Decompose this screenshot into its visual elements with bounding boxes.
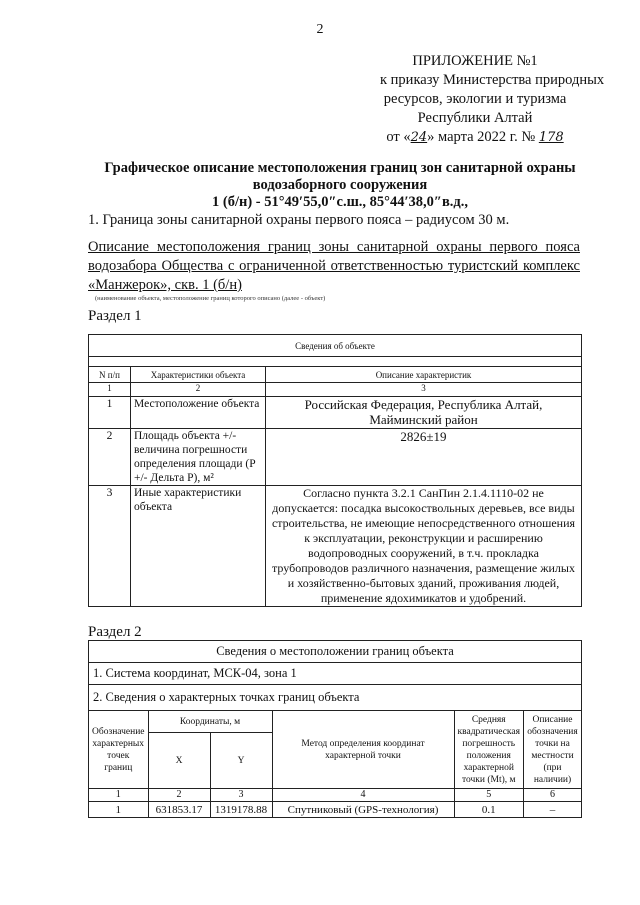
index-cell: 2 <box>148 789 210 802</box>
spacer-row <box>89 357 582 367</box>
points-title: 2. Сведения о характерных точках границ объекта <box>89 685 582 711</box>
appendix-line: к приказу Министерства природных <box>380 72 605 88</box>
row-number: 2 <box>89 429 131 486</box>
index-cell: 5 <box>454 789 523 802</box>
header-y: Y <box>210 733 272 789</box>
order-number: 178 <box>538 130 564 145</box>
appendix-title: ПРИЛОЖЕНИЕ №1 <box>412 53 538 69</box>
index-cell: 4 <box>272 789 454 802</box>
header-accuracy: Средняя квадратическая погрешность положения характерной точки (Mt), м <box>454 711 523 789</box>
object-note: (наименование объекта, местоположение границ которого описано (далее - объект) <box>95 295 326 302</box>
table-title: Сведения о местоположении границ объекта <box>89 641 582 663</box>
point-id: 1 <box>89 802 149 818</box>
title-line: водозаборного сооружения <box>252 177 428 193</box>
point-marker: – <box>523 802 581 818</box>
appendix-line: Республики Алтай <box>417 110 533 126</box>
row-value: 2826±19 <box>266 429 582 486</box>
index-cell: 6 <box>523 789 581 802</box>
header-characteristic: Характеристики объекта <box>131 367 266 383</box>
section1-label: Раздел 1 <box>88 308 142 324</box>
index-cell: 1 <box>89 789 149 802</box>
index-cell: 3 <box>266 383 582 397</box>
point-x: 631853.17 <box>148 802 210 818</box>
header-marker: Описание обозначения точки на местности (при наличии) <box>523 711 581 789</box>
title-coordinates: 1 (б/н) - 51°49′55,0″с.ш., 85°44′38,0″в.д., <box>212 194 468 210</box>
object-description-text: Описание местоположения границ зоны санитарной охраны первого пояса водозабора Общества с ограниченной ответственностью туристский комплекс «Манжерок», скв. 1 (б/н) <box>88 239 580 293</box>
index-cell: 1 <box>89 383 131 397</box>
index-cell: 3 <box>210 789 272 802</box>
zone-line: 1. Граница зоны санитарной охраны первого пояса – радиусом 30 м. <box>88 212 510 228</box>
boundary-points-table <box>88 640 582 818</box>
date-mid: » марта 2022 г. № <box>427 129 536 145</box>
object-info-table <box>88 334 582 607</box>
row-value: Согласно пункта 3.2.1 СанПин 2.1.4.1110-02 не допускается: посадка высокоствольных деревьев, все виды строительства, не имеющие непосредственного отношения к эксплуатации, реконструкции и расширению водопроводных сооружений, в т.ч. прокладка трубопроводов различного назначения, размещение жилых и хозяйственно-бытовых зданий, проживания людей, применение ядохимикатов и удобрений. <box>266 486 582 607</box>
index-cell: 2 <box>131 383 266 397</box>
table-row <box>89 397 582 429</box>
point-y: 1319178.88 <box>210 802 272 818</box>
table-row <box>89 802 582 818</box>
table-row <box>89 429 582 486</box>
header-n: N п/п <box>89 367 131 383</box>
header-description: Описание характеристик <box>266 367 582 383</box>
row-value: Российская Федерация, Республика Алтай, Майминский район <box>266 397 582 429</box>
section2-label: Раздел 2 <box>88 624 142 640</box>
appendix-block <box>380 52 605 147</box>
header-x: X <box>148 733 210 789</box>
header-point: Обозначение характерных точек границ <box>89 711 149 789</box>
row-name: Иные характеристики объекта <box>131 486 266 607</box>
point-accuracy: 0.1 <box>454 802 523 818</box>
document-title <box>60 160 620 211</box>
table-row <box>89 486 582 607</box>
coordinate-system: 1. Система координат, МСК-04, зона 1 <box>89 663 582 685</box>
header-method: Метод определения координат характерной точки <box>272 711 454 789</box>
object-description <box>88 238 580 295</box>
title-line: Графическое описание местоположения границ зон санитарной охраны <box>104 160 576 176</box>
date-prefix: от « <box>386 129 411 145</box>
row-number: 1 <box>89 397 131 429</box>
header-coordinates: Координаты, м <box>148 711 272 733</box>
row-name: Площадь объекта +/- величина погрешности определения площади (Р +/- Дельта Р), м² <box>131 429 266 486</box>
date-day: 24 <box>410 130 428 145</box>
row-name: Местоположение объекта <box>131 397 266 429</box>
page-number: 2 <box>316 22 324 37</box>
point-method: Спутниковый (GPS-технология) <box>272 802 454 818</box>
row-number: 3 <box>89 486 131 607</box>
appendix-date <box>380 128 570 147</box>
table-title: Сведения об объекте <box>89 335 582 357</box>
appendix-line: ресурсов, экологии и туризма <box>383 91 567 107</box>
